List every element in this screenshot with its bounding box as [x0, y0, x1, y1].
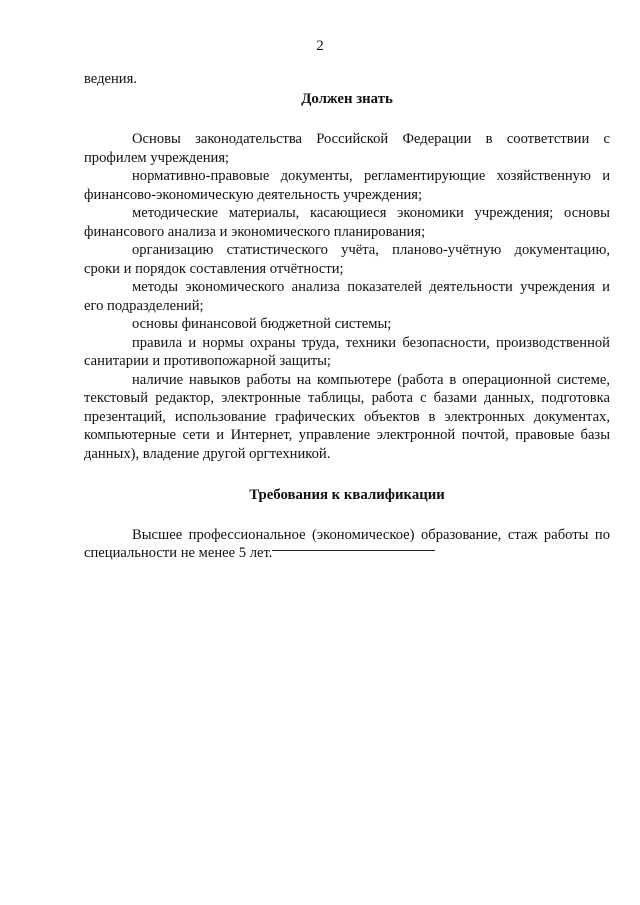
qualification-item: Высшее профессиональное (экономическое) образование, стаж работы по специальности не менее 5 лет. — [84, 526, 610, 561]
closing-rule — [272, 550, 435, 551]
heading-qualification: Требования к квалификации — [249, 487, 445, 503]
must-know-item: наличие навыков работы на компьютере (работа в операционной системе, текстовый редактор, электронные таблицы, работа с базами данных, подготовка презентаций, использование графических объектов в электронных документах, компьютерные сети и Интернет, управление электронной почтой, правовые базы данных), владение другой оргтехникой. — [84, 371, 610, 462]
must-know-list — [84, 130, 610, 463]
must-know-item: нормативно-правовые документы, регламентирующие хозяйственную и финансово-экономическую деятельность учреждения; — [84, 168, 610, 203]
must-know-item: методические материалы, касающиеся экономики учреждения; основы финансового анализа и экономического планирования; — [84, 205, 610, 240]
must-know-item: Основы законодательства Российской Федерации в соответствии с профилем учреждения; — [84, 131, 610, 166]
must-know-item: правила и нормы охраны труда, техники безопасности, производственной санитарии и противопожарной защиты; — [84, 334, 610, 369]
heading-must-know: Должен знать — [301, 90, 393, 107]
must-know-item: методы экономического анализа показателей деятельности учреждения и его подразделений; — [84, 279, 610, 314]
document-body — [84, 70, 610, 563]
qualification-list — [84, 526, 610, 563]
page-number: 2 — [316, 38, 324, 54]
must-know-item: основы финансовой бюджетной системы; — [132, 316, 392, 332]
continuation-text: ведения. — [84, 71, 137, 87]
must-know-item: организацию статистического учёта, планово-учётную документацию, сроки и порядок составления отчётности; — [84, 242, 610, 277]
